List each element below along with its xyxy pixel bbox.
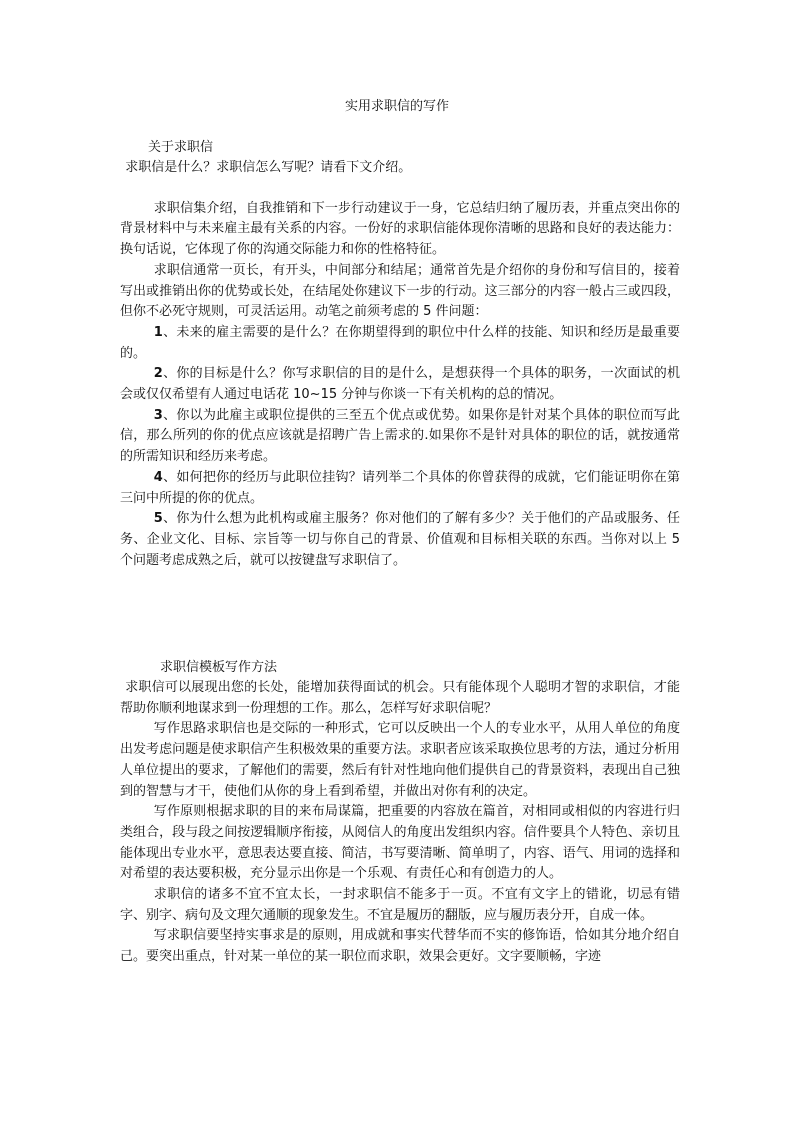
question-item <box>120 364 680 405</box>
question-item <box>120 468 680 509</box>
paragraph: 求职信通常一页长，有开头，中间部分和结尾；通常首先是介绍你的身份和写信目的，接着写出或推销出你的优势或长处，在结尾处你建议下一步的行动。这三部分的内容一般占三或四段，但你不必死守规则，可灵活运用。动笔之前须考虑的 5 件问题： <box>120 262 680 320</box>
question-item <box>120 406 680 468</box>
question-number: 5 <box>153 511 163 527</box>
question-text: 、如何把你的经历与此职位挂钩？请列举二个具体的你曾获得的成就，它们能证明你在第三问中所提的你的优点。 <box>120 469 680 506</box>
section-about-cover-letter <box>120 138 680 571</box>
question-number: 3 <box>153 407 163 423</box>
question-text: 、你为什么想为此机构或雇主服务？你对他们的了解有多少？关于他们的产品或服务、任务、企业文化、目标、宗旨等一切与你自己的背景、价值观和目标相关联的东西。当你对以上 5 个问题考虑成熟之后，就可以按键盘写求职信了。 <box>120 511 680 568</box>
paragraph: 写求职信要坚持实事求是的原则，用成就和事实代替华而不实的修饰语，恰如其分地介绍自己。要突出重点，针对某一单位的某一职位而求职，效果会更好。文字要顺畅，字迹 <box>120 928 680 965</box>
question-item <box>120 509 680 571</box>
section-intro: 求职信是什么？求职信怎么写呢？请看下文介绍。 <box>125 160 412 175</box>
question-number: 4 <box>153 469 163 485</box>
document-title: 实用求职信的写作 <box>344 99 449 114</box>
section-heading: 求职信模板写作方法 <box>160 660 278 675</box>
section-heading: 关于求职信 <box>148 140 214 155</box>
paragraph: 求职信集介绍，自我推销和下一步行动建议于一身，它总结归纳了履历表，并重点突出你的背景材料中与未来雇主最有关系的内容。一份好的求职信能体现你清晰的思路和良好的表达能力：换句话说，它体现了你的沟通交际能力和你的性格特征。 <box>120 200 680 258</box>
paragraph: 写作原则根据求职的目的来布局谋篇，把重要的内容放在篇首，对相同或相似的内容进行归类组合，段与段之间按逻辑顺序衔接，从阅信人的角度出发组织内容。信件要具个人特色、亲切且能体现出专业水平，意思表达要直接、简洁，书写要清晰、简单明了，内容、语气、用词的选择和对希望的表达要积极，充分显示出你是一个乐观、有责任心和有创造力的人。 <box>120 804 680 882</box>
section-intro: 求职信可以展现出您的长处，能增加获得面试的机会。只有能体现个人聪明才智的求职信，才能帮助你顺利地谋求到一份理想的工作。那么，怎样写好求职信呢？ <box>120 680 680 716</box>
question-item <box>120 323 680 364</box>
paragraph: 求职信的诸多不宜不宜太长，一封求职信不能多于一页。不宜有文字上的错讹，切忌有错字、别字、病句及文理欠通顺的现象发生。不宜是履历的翻版，应与履历表分开，自成一体。 <box>120 887 680 923</box>
question-number: 1 <box>153 324 163 340</box>
paragraph: 写作思路求职信也是交际的一种形式，它可以反映出一个人的专业水平，从用人单位的角度出发考虑问题是使求职信产生积极效果的重要方法。求职者应该采取换位思考的方法，通过分析用人单位提出的要求，了解他们的需要，然后有针对性地向他们提供自己的背景资料，表现出自己独到的智慧与才干，使他们从你的身上看到希望，并做出对你有利的决定。 <box>120 721 680 799</box>
question-text: 、你以为此雇主或职位提供的三至五个优点或优势。如果你是针对某个具体的职位而写此信，那么所列的你的优点应该就是招聘广告上需求的.如果你不是针对具体的职位的话，就按通常的所需知识和经历来考虑。 <box>120 407 680 465</box>
section-template-method <box>120 658 680 968</box>
question-number: 2 <box>153 366 163 382</box>
question-text: 、你的目标是什么？你写求职信的目的是什么，是想获得一个具体的职务，一次面试的机会或仅仅希望有人通过电话花 10~15 分钟与你谈一下有关机构的总的情况。 <box>120 366 680 403</box>
question-text: 、未来的雇主需要的是什么？在你期望得到的职位中什么样的技能、知识和经历是最重要的。 <box>120 324 680 361</box>
